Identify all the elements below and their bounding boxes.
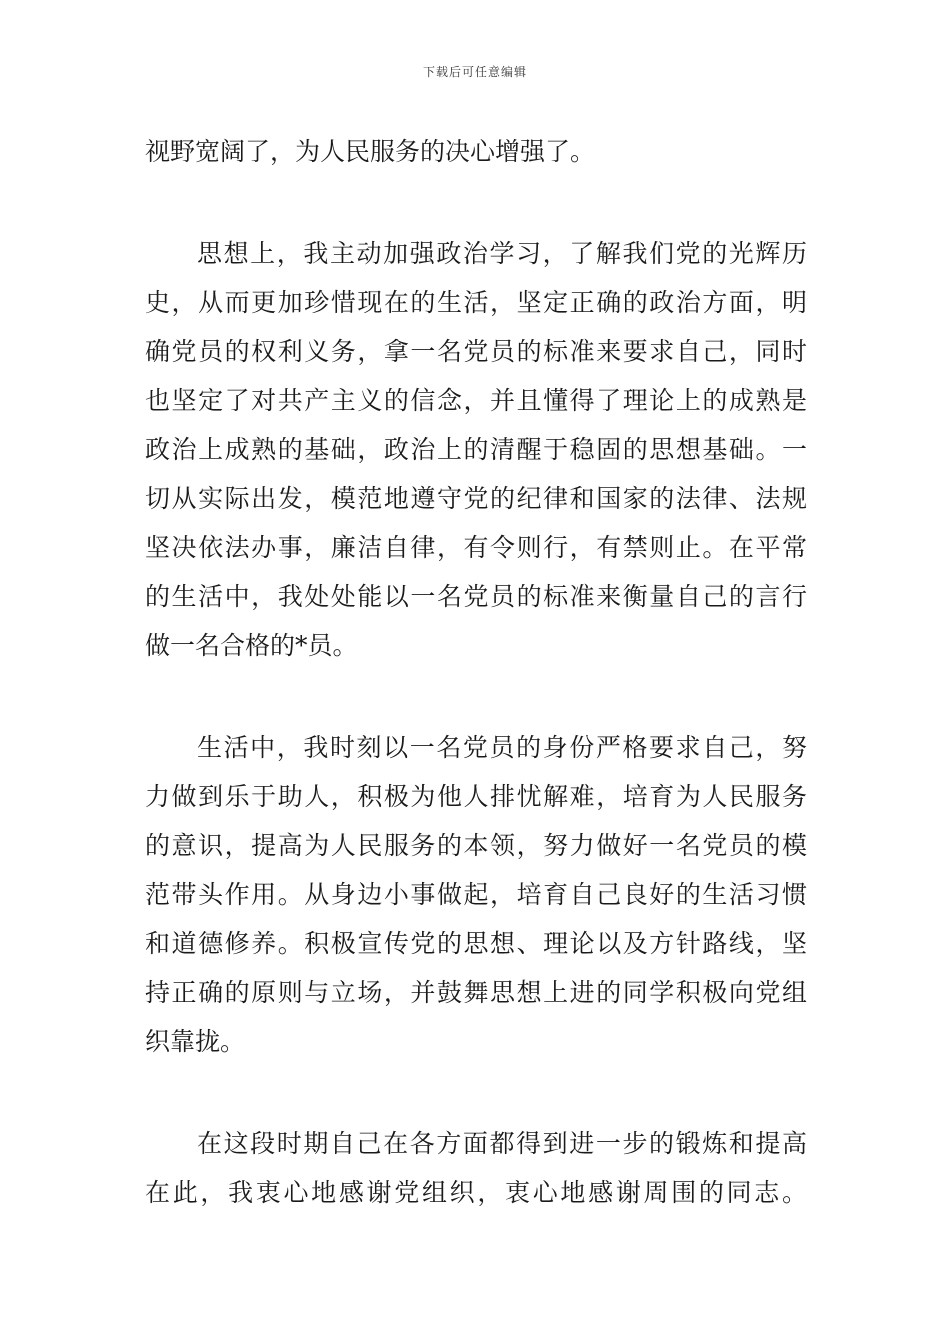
paragraph: [145, 723, 807, 1066]
text-line: 确党员的权利义务，拿一名党员的标准来要求自己，同时: [145, 337, 807, 366]
text-line: 做一名合格的*员。: [145, 631, 358, 660]
text-line: 范带头作用。从身边小事做起，培育自己良好的生活习惯: [145, 880, 807, 909]
text-line: 切从实际出发，模范地遵守党的纪律和国家的法律、法规: [145, 484, 807, 513]
text-line: 政治上成熟的基础，政治上的清醒于稳固的思想基础。一: [145, 435, 807, 464]
text-line: 力做到乐于助人，积极为他人排忧解难，培育为人民服务: [145, 782, 807, 811]
body-text: [145, 127, 807, 1217]
header-note: 下载后可任意编辑: [422, 65, 527, 79]
text-line: 的意识，提高为人民服务的本领，努力做好一名党员的模: [145, 831, 807, 860]
paragraph: [145, 127, 807, 176]
paragraph-gap: [145, 670, 807, 723]
text-line: 织靠拢。: [145, 1027, 246, 1056]
text-line: 也坚定了对共产主义的信念，并且懂得了理论上的成熟是: [145, 386, 807, 415]
text-line: 视野宽阔了，为人民服务的决心增强了。: [145, 137, 596, 166]
paragraph: [145, 1119, 807, 1217]
text-line: 和道德修养。积极宣传党的思想、理论以及方针路线，坚: [145, 929, 807, 958]
paragraph: [145, 229, 807, 670]
text-line: 生活中，我时刻以一名党员的身份严格要求自己，努: [197, 733, 807, 762]
text-line: 思想上，我主动加强政治学习，了解我们党的光辉历: [197, 239, 807, 268]
text-line: 在此，我衷心地感谢党组织，衷心地感谢周围的同志。: [145, 1178, 807, 1207]
text-line: 史，从而更加珍惜现在的生活，坚定正确的政治方面，明: [145, 288, 807, 317]
text-line: 的生活中，我处处能以一名党员的标准来衡量自己的言行: [145, 582, 807, 611]
paragraph-gap: [145, 1066, 807, 1119]
text-line: 坚决依法办事，廉洁自律，有令则行，有禁则止。在平常: [145, 533, 807, 562]
text-line: 持正确的原则与立场，并鼓舞思想上进的同学积极向党组: [145, 978, 807, 1007]
text-line: 在这段时期自己在各方面都得到进一步的锻炼和提高: [197, 1129, 807, 1158]
paragraph-gap: [145, 176, 807, 229]
